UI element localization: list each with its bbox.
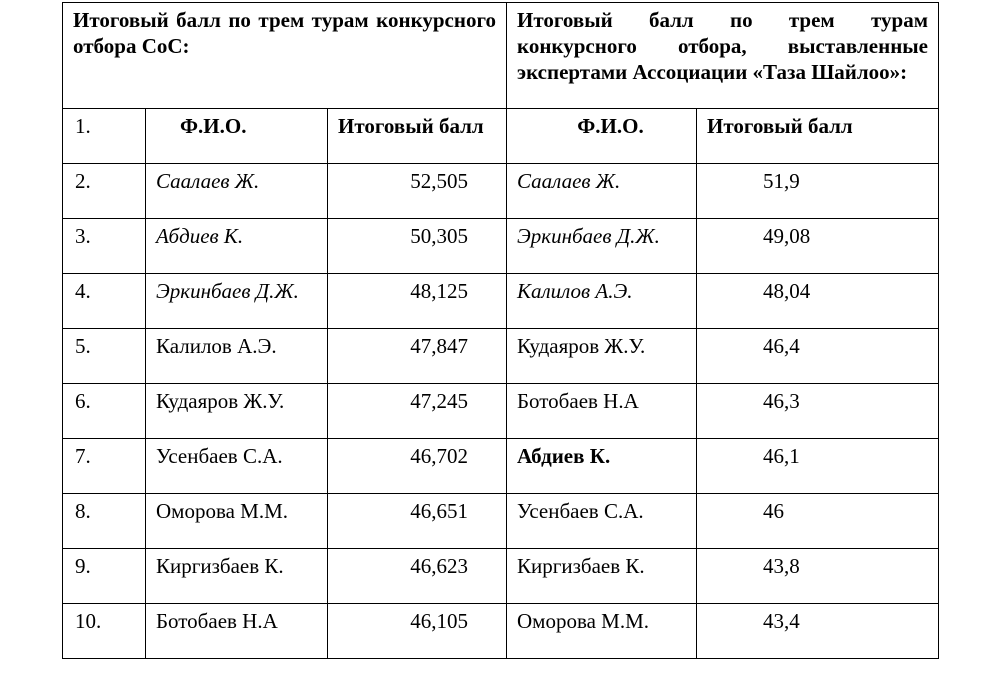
- score-1: 47,847: [328, 329, 507, 384]
- name-1: Киргизбаев К.: [146, 549, 328, 604]
- score-2: 46: [697, 494, 939, 549]
- header-right: Итоговый балл по трем турам конкурсного отбора, выставленные экспертами Ассоциации «Таза Шайлоо»:: [507, 3, 939, 109]
- col-score-1: Итоговый балл: [328, 109, 507, 164]
- name-1: Саалаев Ж.: [146, 164, 328, 219]
- table-row: [63, 494, 939, 549]
- score-1: 48,125: [328, 274, 507, 329]
- name-2: Калилов А.Э.: [507, 274, 697, 329]
- score-1: 46,651: [328, 494, 507, 549]
- score-2: 46,1: [697, 439, 939, 494]
- name-2: Кудаяров Ж.У.: [507, 329, 697, 384]
- score-2: 48,04: [697, 274, 939, 329]
- row-num: 6.: [63, 384, 146, 439]
- col-name-1: Ф.И.О.: [146, 109, 328, 164]
- table-row: [63, 274, 939, 329]
- col-num: 1.: [63, 109, 146, 164]
- table-row: [63, 329, 939, 384]
- row-num: 7.: [63, 439, 146, 494]
- results-table: [62, 2, 939, 659]
- row-num: 3.: [63, 219, 146, 274]
- row-num: 2.: [63, 164, 146, 219]
- row-num: 4.: [63, 274, 146, 329]
- table-row: [63, 164, 939, 219]
- name-1: Усенбаев С.А.: [146, 439, 328, 494]
- header-left: Итоговый балл по трем турам конкурсного отбора СоС:: [63, 3, 507, 109]
- table-row: [63, 439, 939, 494]
- table-row: [63, 549, 939, 604]
- score-1: 46,623: [328, 549, 507, 604]
- score-1: 50,305: [328, 219, 507, 274]
- table-row: [63, 384, 939, 439]
- score-2: 49,08: [697, 219, 939, 274]
- row-num: 8.: [63, 494, 146, 549]
- name-1: Кудаяров Ж.У.: [146, 384, 328, 439]
- name-2: Ботобаев Н.А: [507, 384, 697, 439]
- row-num: 10.: [63, 604, 146, 659]
- score-1: 46,105: [328, 604, 507, 659]
- col-score-2: Итоговый балл: [697, 109, 939, 164]
- name-1: Оморова М.М.: [146, 494, 328, 549]
- name-2: Оморова М.М.: [507, 604, 697, 659]
- col-name-2: Ф.И.О.: [507, 109, 697, 164]
- table-row: [63, 219, 939, 274]
- score-2: 43,8: [697, 549, 939, 604]
- score-2: 46,4: [697, 329, 939, 384]
- score-2: 51,9: [697, 164, 939, 219]
- score-1: 46,702: [328, 439, 507, 494]
- header-row: [63, 3, 939, 109]
- column-header-row: [63, 109, 939, 164]
- score-1: 47,245: [328, 384, 507, 439]
- name-2: Эркинбаев Д.Ж.: [507, 219, 697, 274]
- row-num: 9.: [63, 549, 146, 604]
- row-num: 5.: [63, 329, 146, 384]
- name-2: Абдиев К.: [507, 439, 697, 494]
- score-2: 46,3: [697, 384, 939, 439]
- name-2: Киргизбаев К.: [507, 549, 697, 604]
- name-1: Калилов А.Э.: [146, 329, 328, 384]
- score-2: 43,4: [697, 604, 939, 659]
- name-1: Ботобаев Н.А: [146, 604, 328, 659]
- name-2: Усенбаев С.А.: [507, 494, 697, 549]
- name-1: Эркинбаев Д.Ж.: [146, 274, 328, 329]
- score-1: 52,505: [328, 164, 507, 219]
- name-1: Абдиев К.: [146, 219, 328, 274]
- table-row: [63, 604, 939, 659]
- name-2: Саалаев Ж.: [507, 164, 697, 219]
